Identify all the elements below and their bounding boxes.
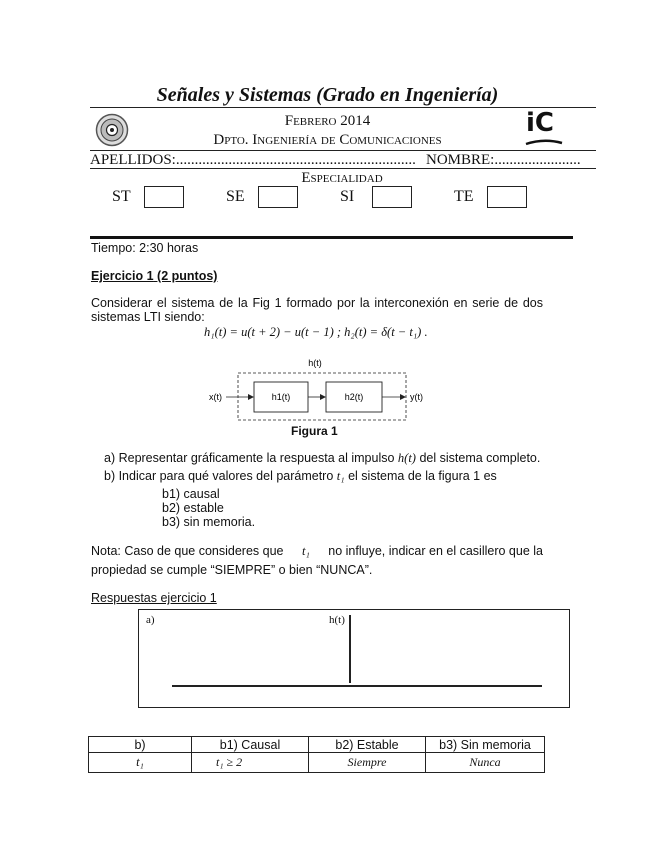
question-b-text: b) Indicar para qué valores del parámetro	[104, 469, 334, 483]
specialty-se-checkbox[interactable]	[258, 186, 298, 208]
answer-box-a-label: a)	[146, 614, 155, 626]
section-divider	[90, 236, 573, 239]
figure-output-label: y(t)	[410, 392, 423, 402]
plot-y-axis	[349, 615, 351, 683]
header-mid-rule	[90, 150, 596, 151]
subitem-b2: b2) estable	[162, 501, 224, 515]
header-causal: b1) Causal	[192, 737, 309, 753]
figure-caption: Figura 1	[291, 424, 338, 438]
answer-sin-memoria[interactable]: Nunca	[426, 753, 545, 773]
row-label-t1: t₁	[89, 753, 192, 773]
answers-table-header	[89, 737, 545, 753]
answers-table-row	[89, 753, 545, 773]
figure-block-h2-label: h2(t)	[344, 392, 364, 402]
note-text-end: no influye, indicar en el casillero que la	[328, 544, 543, 558]
exercise-points: (2 puntos)	[157, 269, 218, 283]
figure-1-block-diagram	[200, 354, 440, 426]
plot-ylabel: h(t)	[329, 614, 345, 626]
specialty-te-checkbox[interactable]	[487, 186, 527, 208]
note-line1	[91, 544, 543, 559]
subitem-b3: b3) sin memoria.	[162, 515, 256, 529]
nombre-field[interactable]: NOMBRE:.......................	[426, 152, 581, 168]
exercise-intro-line2: sistemas LTI siendo:	[91, 310, 205, 324]
apellidos-field[interactable]: APELLIDOS:................................................................	[90, 152, 416, 168]
question-a-text: a) Representar gráficamente la respuesta al impulso	[104, 451, 395, 465]
specialty-st-label: ST	[112, 188, 131, 205]
exercise-intro-line1: Considerar el sistema de la Fig 1 formado por la interconexión en serie de dos	[91, 296, 543, 310]
header-b: b)	[89, 737, 192, 753]
ic-logo	[524, 108, 564, 148]
exam-date: Febrero 2014	[284, 113, 371, 129]
figure-input-label: x(t)	[209, 392, 222, 402]
answers-table	[88, 736, 545, 773]
question-a-symbol: h(t)	[397, 451, 416, 465]
question-b-symbol: t₁	[336, 469, 345, 483]
header-estable: b2) Estable	[309, 737, 426, 753]
answer-causal[interactable]: t₁ ≥ 2	[192, 753, 309, 773]
figure-overall-label: h(t)	[308, 358, 322, 368]
specialty-si-label: SI	[340, 188, 355, 205]
system-equations: h₁(t) = u(t + 2) − u(t − 1) ; h₂(t) = δ(t − t₁) .	[204, 325, 428, 339]
header-sin-memoria: b3) Sin memoria	[426, 737, 545, 753]
question-a-text-end: del sistema completo.	[419, 451, 541, 465]
specialty-st-checkbox[interactable]	[144, 186, 184, 208]
department-name: Dpto. Ingeniería de Comunicaciones	[213, 132, 442, 148]
answer-box-a[interactable]	[138, 609, 570, 708]
ic-logo-swoosh	[524, 138, 564, 146]
question-a	[104, 451, 540, 466]
specialty-te-label: TE	[454, 188, 474, 205]
question-b	[104, 469, 497, 484]
subitem-b1: b1) causal	[162, 487, 220, 501]
figure-block-h1-label: h1(t)	[271, 392, 291, 402]
note-text: Nota: Caso de que consideres que	[91, 544, 284, 558]
note-line2: propiedad se cumple “SIEMPRE” o bien “NUNCA”.	[91, 563, 373, 577]
specialty-se-label: SE	[226, 188, 245, 205]
exercise-heading	[91, 269, 217, 283]
answers-title: Respuestas ejercicio 1	[91, 591, 217, 605]
question-b-text-end: el sistema de la figura 1 es	[348, 469, 497, 483]
ic-logo-text: iC	[526, 108, 554, 138]
especialidad-label: Especialidad	[301, 170, 383, 186]
apellidos-rule	[90, 168, 596, 169]
header-top-rule	[90, 107, 596, 108]
specialty-si-checkbox[interactable]	[372, 186, 412, 208]
exercise-title: Ejercicio 1	[91, 269, 154, 283]
exam-duration: Tiempo: 2:30 horas	[91, 241, 199, 255]
note-symbol: t₁	[301, 544, 310, 558]
plot-x-axis	[172, 685, 542, 687]
answer-estable[interactable]: Siempre	[309, 753, 426, 773]
page-title: Señales y Sistemas (Grado en Ingeniería)	[156, 84, 499, 106]
